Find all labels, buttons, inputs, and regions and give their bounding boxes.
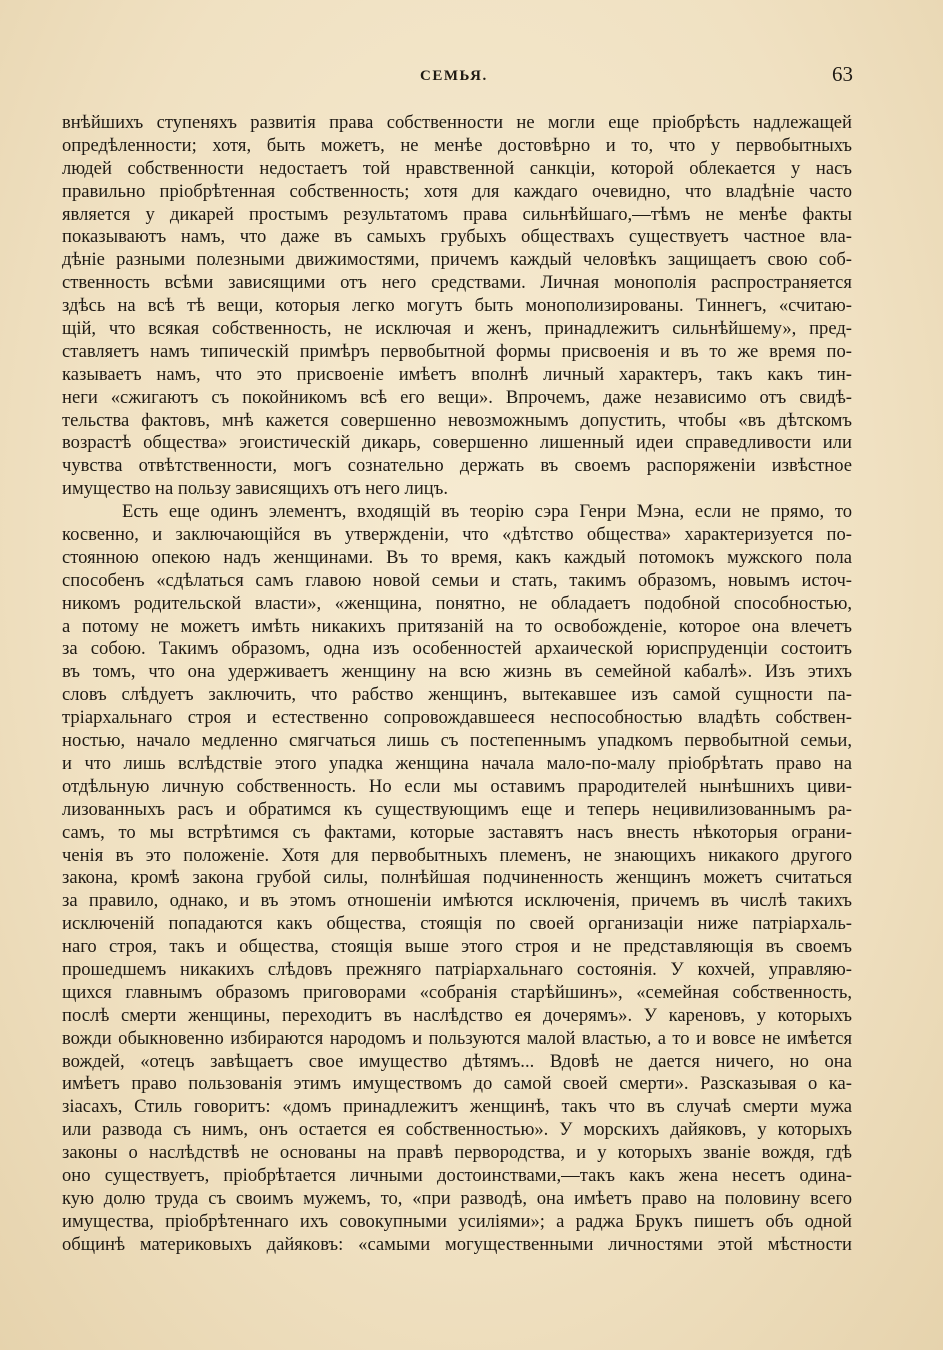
text-line: Есть еще одинъ элементъ, входящій въ теорію сэра Генри Мэна, если не прямо, то (122, 501, 852, 523)
text-line: правильно пріобрѣтенная собственность; хотя для каждаго очевидно, что владѣніе часто (62, 180, 852, 202)
page-number: 63 (832, 62, 853, 86)
text-line: за правило, однако, и въ этомъ отношеніи имѣются исключенія, причемъ въ числѣ такихъ (62, 890, 852, 912)
paragraph (62, 501, 852, 1256)
text-line: щихся главнымъ образомъ приговорами «собранія старѣйшинъ», «семейная собственность, (62, 981, 852, 1003)
text-line: самъ, то мы встрѣтимся съ фактами, которые заставятъ насъ внесть нѣкоторыя ограни- (62, 821, 852, 843)
text-line: ченія въ это положеніе. Хотя для первобытныхъ племенъ, не знающихъ никакого другого (62, 844, 852, 866)
text-line: чувства отвѣтственности, могъ сознательно держать въ своемъ распоряженіи извѣстное (62, 455, 852, 477)
text-line: послѣ смерти женщины, переходитъ въ наслѣдство ея дочерямъ». У кареновъ, у которыхъ (62, 1004, 852, 1026)
text-line: тельства фактовъ, мнѣ кажется совершенно невозможнымъ допустить, чтобы «въ дѣтскомъ (62, 409, 852, 431)
text-line: а потому не можетъ имѣть никакихъ притязаній на то освобожденіе, которое она влечетъ (62, 615, 852, 637)
paragraph (62, 112, 852, 501)
text-line: опредѣленности; хотя, быть можетъ, не менѣе достовѣрно и то, что у первобытныхъ (62, 134, 852, 156)
text-line: прошедшемъ никакихъ слѣдовъ прежняго патріархальнаго состоянія. У кохчей, управляю- (62, 958, 852, 980)
text-line: никомъ родительской власти», «женщина, понятно, не обладаетъ подобной способностью, (62, 592, 852, 614)
text-line: зіасахъ, Стиль говоритъ: «домъ принадлежитъ женщинѣ, такъ что въ случаѣ смерти мужа (62, 1096, 852, 1118)
text-line: наго строя, такъ и общества, стоящія выше этого строя и не представляющія въ своемъ (62, 936, 852, 958)
text-line: имущества, пріобрѣтеннаго ихъ совокупными усиліями»; а раджа Брукъ пишетъ объ одной (62, 1210, 852, 1232)
text-line: словъ слѣдуетъ заключить, что рабство женщинъ, вытекавшее изъ самой сущности па- (62, 684, 852, 706)
text-line: показываютъ намъ, что даже въ самыхъ грубыхъ обществахъ существуетъ частное вла- (62, 226, 852, 248)
text-line: исключеній попадаются какъ общества, стоящія по своей организаціи ниже патріархаль- (62, 913, 852, 935)
text-line: за собою. Такимъ образомъ, одна изъ особенностей архаической юриспруденціи состоитъ (62, 638, 852, 660)
text-line: отдѣльную личную собственность. Но если мы оставимъ прародителей нынѣшнихъ циви- (62, 775, 852, 797)
text-line: неги «сжигаютъ съ покойникомъ всѣ его вещи». Впрочемъ, даже независимо отъ свидѣ- (62, 386, 852, 408)
text-line: людей собственности недостаетъ той нравственной санкціи, которой облекается у насъ (62, 157, 852, 179)
body-text (62, 112, 852, 1257)
running-title: СЕМЬЯ. (420, 68, 488, 84)
text-line: ственность всѣми зависящими отъ него средствами. Личная монополія распространяется (62, 272, 852, 294)
text-line: тріархальнаго строя и естественно сопровождавшееся неспособностью владѣть собствен- (62, 707, 852, 729)
text-line: и что лишь вслѣдствіе этого упадка женщина начала мало-по-малу пріобрѣтать право на (62, 752, 852, 774)
text-line: косвенно, и заключающійся въ утвержденіи, что «дѣтство общества» характеризуется по- (62, 524, 852, 546)
text-line: щій, что всякая собственность, не исключая и женъ, принадлежитъ сильнѣйшему», пред- (62, 318, 852, 340)
text-line: вожди обыкновенно избираются народомъ и пользуются малой властью, а то и вовсе не имѣется (62, 1027, 852, 1049)
page-header (60, 62, 853, 92)
text-line: возрастѣ общества» эгоистическій дикарь, совершенно лишенный идеи справедливости или (62, 432, 852, 454)
text-line: кую долю труда съ своимъ мужемъ, то, «при разводѣ, она имѣетъ право на половину всего (62, 1187, 852, 1209)
text-line: законы о наслѣдствѣ не основаны на правѣ первородства, и у которыхъ званіе вождя, гдѣ (62, 1142, 852, 1164)
text-line: дѣніе разными полезными движимостями, причемъ каждый человѣкъ защищаетъ свою соб- (62, 249, 852, 271)
text-line: общинѣ материковыхъ дайяковъ: «самыми могущественными личностями этой мѣстности (62, 1233, 852, 1255)
text-line: закона, кромѣ закона грубой силы, полнѣйшая подчиненность женщинъ можетъ считаться (62, 867, 852, 889)
text-line: здѣсь на всѣ тѣ вещи, которыя легко могутъ быть монополизированы. Тиннегъ, «считаю- (62, 295, 852, 317)
text-line: вождей, «отецъ завѣщаетъ свое имущество дѣтямъ... Вдовѣ не дается ничего, но она (62, 1050, 852, 1072)
text-line: внѣйшихъ ступеняхъ развитія права собственности не могли еще пріобрѣсть надлежащей (62, 112, 852, 133)
text-line: лизованныхъ расъ и обратимся къ существующимъ еще и теперь нецивилизованнымъ ра- (62, 798, 852, 820)
text-line: является у дикарей простымъ результатомъ права сильнѣйшаго,—тѣмъ не менѣе факты (62, 203, 852, 225)
text-line: стоянною опекою надъ женщинами. Въ то время, какъ каждый потомокъ мужского пола (62, 546, 852, 568)
text-line: ставляетъ намъ типическій примѣръ первобытной формы присвоенія и въ то же время по- (62, 340, 852, 362)
text-line: имѣетъ право пользованія этимъ имуществомъ до самой своей смерти». Разсказывая о ка- (62, 1073, 852, 1095)
text-line: или развода съ нимъ, онъ остается ея собственностью». У морскихъ дайяковъ, у которыхъ (62, 1119, 852, 1141)
text-line: ностью, начало медленно смягчаться лишь съ постепеннымъ упадкомъ первобытной семьи, (62, 730, 852, 752)
text-line: въ томъ, что она удерживаетъ женщину на всю жизнь въ семейной кабалѣ». Изъ этихъ (62, 661, 852, 683)
text-line: казываетъ намъ, что это присвоеніе имѣетъ вполнѣ личный характеръ, такъ какъ тин- (62, 363, 852, 385)
text-line: способенъ «сдѣлаться самъ главою новой семьи и стать, такимъ образомъ, новымъ источ- (62, 569, 852, 591)
text-line: оно существуетъ, пріобрѣтается личными достоинствами,—такъ какъ жена несетъ одина- (62, 1164, 852, 1186)
text-line: имущество на пользу зависящихъ отъ него лицъ. (62, 478, 448, 500)
